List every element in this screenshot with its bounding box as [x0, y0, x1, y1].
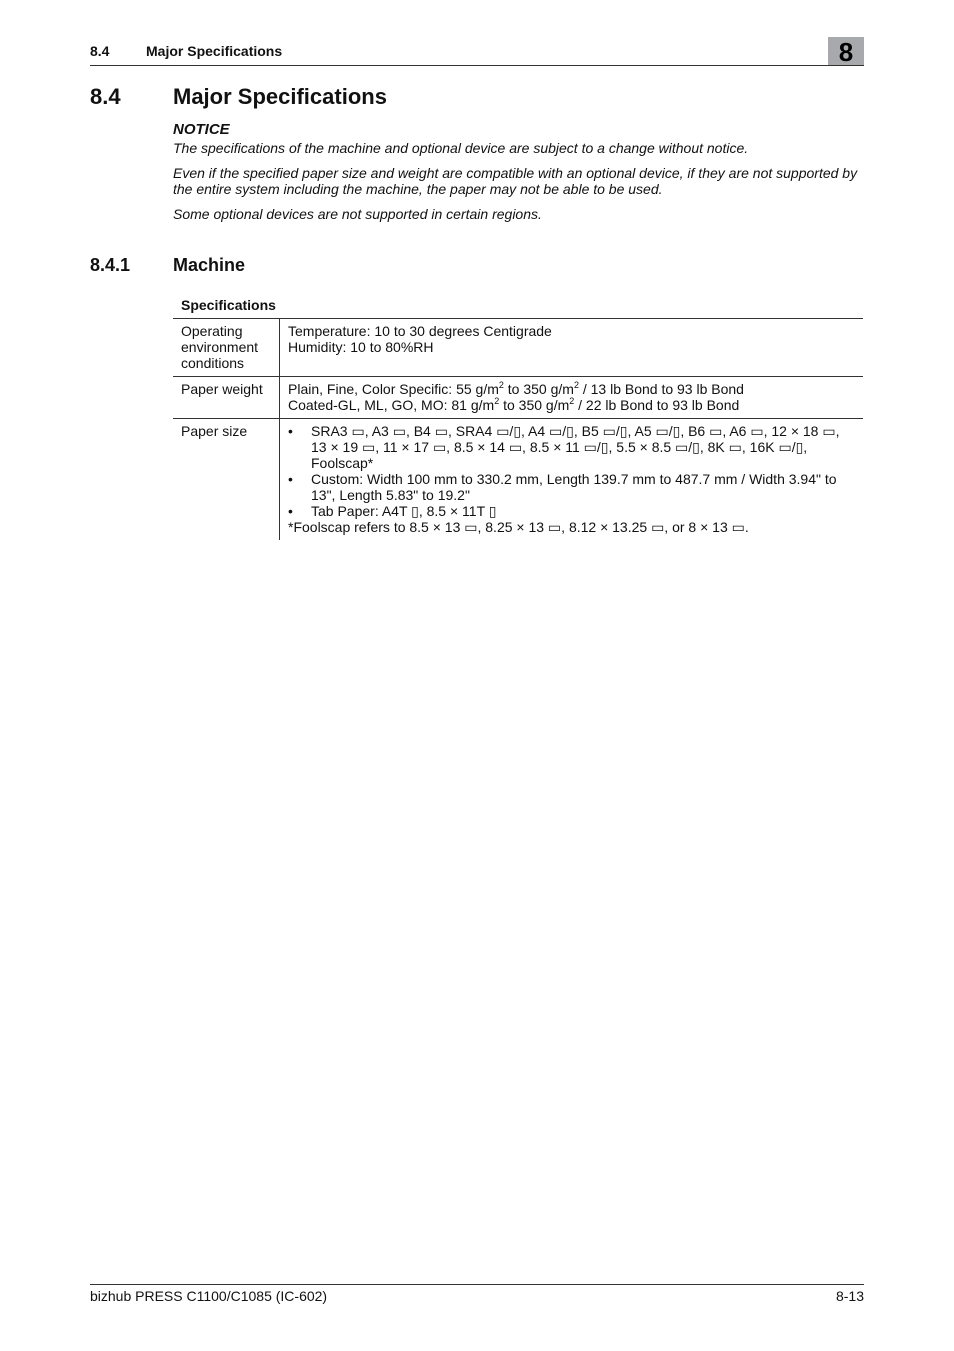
- superscript: 2: [573, 380, 579, 390]
- paper-size-list: [288, 423, 855, 519]
- table-row: [173, 319, 863, 377]
- temperature-line: Temperature: 10 to 30 degrees Centigrade: [288, 323, 552, 339]
- superscript: 2: [498, 380, 504, 390]
- weight-text: to 350 g/m: [499, 397, 570, 413]
- weight-text: Plain, Fine, Color Specific: 55 g/m: [288, 381, 499, 397]
- weight-text: to 350 g/m: [503, 381, 574, 397]
- chapter-number-badge: 8: [828, 37, 864, 65]
- notice-block: [173, 121, 865, 231]
- weight-line-coated: [288, 397, 855, 413]
- notice-label: NOTICE: [173, 121, 230, 138]
- specifications-table: [173, 318, 863, 540]
- subsection-heading: [90, 255, 246, 276]
- weight-text: / 13 lb Bond to 93 lb Bond: [578, 381, 744, 397]
- table-row: [173, 377, 863, 419]
- weight-text: / 22 lb Bond to 93 lb Bond: [574, 397, 740, 413]
- header-section-number: 8.4: [90, 43, 110, 59]
- superscript: 2: [569, 396, 575, 406]
- specifications-caption: Specifications: [181, 297, 276, 313]
- page-footer: [90, 1284, 864, 1304]
- notice-paragraph: The specifications of the machine and optional device are subject to a change without notice.: [173, 140, 749, 156]
- weight-line-plain: [288, 381, 855, 397]
- humidity-line: Humidity: 10 to 80%RH: [288, 339, 434, 355]
- row-value-paper-weight: [280, 377, 864, 419]
- superscript: 2: [494, 396, 500, 406]
- subsection-heading-title: Machine: [173, 255, 246, 275]
- header-section-title: Major Specifications: [146, 43, 283, 59]
- foolscap-note: *Foolscap refers to 8.5 × 13 ▭, 8.25 × 13 ▭, 8.12 × 13.25 ▭, or 8 × 13 ▭.: [288, 519, 749, 535]
- row-value-environment: [280, 319, 864, 377]
- list-item: • Custom: Width 100 mm to 330.2 mm, Length 139.7 mm to 487.7 mm / Width 3.94" to 13", Length 5.83" to 19.2": [288, 471, 855, 503]
- section-heading: [90, 84, 387, 110]
- page-header: [90, 37, 864, 67]
- section-heading-title: Major Specifications: [173, 84, 387, 109]
- subsection-heading-number: 8.4.1: [90, 255, 131, 275]
- notice-paragraph: Even if the specified paper size and weight are compatible with an optional device, if they are not supported by the entire system including the machine, the paper may not be able to be used.: [173, 165, 858, 197]
- table-row: [173, 419, 863, 541]
- footer-page-number: 8-13: [835, 1288, 864, 1304]
- list-item: • Tab Paper: A4T ▯, 8.5 × 11T ▯: [288, 503, 855, 519]
- row-label-paper-weight: Paper weight: [173, 377, 280, 419]
- row-label-environment: Operating environment conditions: [173, 319, 280, 377]
- weight-text: Coated-GL, ML, GO, MO: 81 g/m: [288, 397, 495, 413]
- row-value-paper-size: [280, 419, 864, 541]
- section-heading-number: 8.4: [90, 84, 121, 109]
- row-label-paper-size: Paper size: [173, 419, 280, 541]
- footer-product-name: bizhub PRESS C1100/C1085 (IC-602): [90, 1288, 328, 1304]
- list-item: • SRA3 ▭, A3 ▭, B4 ▭, SRA4 ▭/▯, A4 ▭/▯, B5 ▭/▯, A5 ▭/▯, B6 ▭, A6 ▭, 12 × 18 ▭, 13 × 19 ▭, 11 × 17 ▭, 8.5 × 14 ▭, 8.5 × 11 ▭/▯, 5.5 × 8.5 ▭/▯, 8K ▭, 16K ▭/▯, Foolscap*: [288, 423, 855, 471]
- notice-paragraph: Some optional devices are not supported in certain regions.: [173, 206, 542, 222]
